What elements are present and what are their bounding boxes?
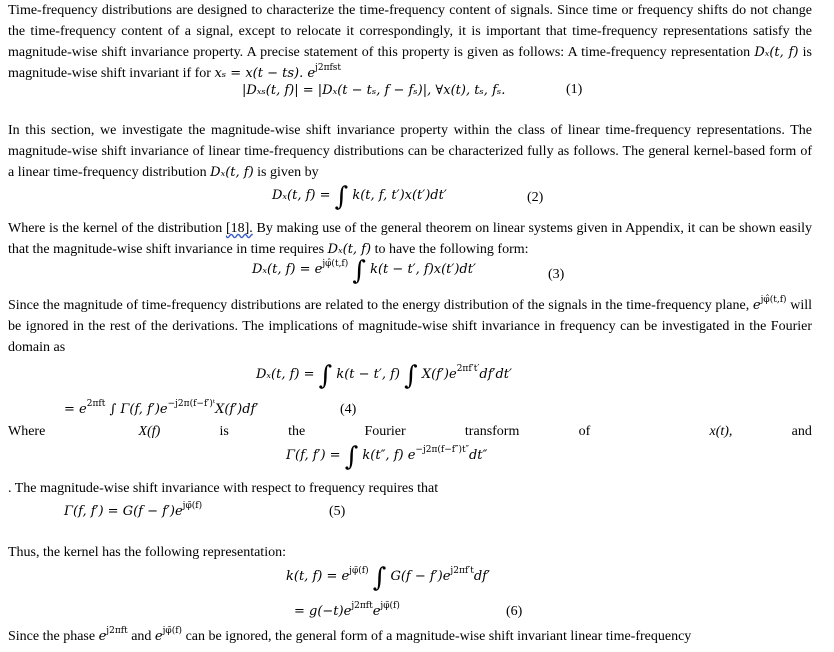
word: Fourier bbox=[364, 424, 406, 439]
paragraph-frequency-requirement: . The magnitude-wise shift invariance with respect to frequency requires that bbox=[8, 481, 439, 496]
equation-3: Dₓ(t, $f) = e^{j\varphî(t,f)}$ ∫ k(t − t′, f)x(t′)dt′ bbox=[252, 256, 476, 286]
word: the bbox=[288, 424, 306, 439]
paragraph-kernel-theorem bbox=[8, 218, 812, 260]
paragraph-text: can be ignored, the general form of a magnitude-wise shift invariant linear time-frequency bbox=[185, 629, 692, 644]
inline-math-distribution: Dₓ(t, f) bbox=[327, 242, 372, 257]
word: x(t), bbox=[709, 424, 733, 439]
citation-link[interactable]: [18]. bbox=[225, 221, 253, 236]
inline-math-distribution: Dₓ(t, f) bbox=[210, 165, 254, 180]
inline-math-condition: xₛ = x(t − ts). $e^{j2\pi fst}$ bbox=[214, 63, 342, 81]
paragraph-text: Where is the kernel of the distribution bbox=[8, 221, 223, 236]
paragraph-shift-invariance-intro bbox=[8, 0, 812, 84]
paragraph-general-form bbox=[8, 626, 812, 647]
inline-math-representation: Dₓ(t, f) bbox=[754, 45, 799, 60]
word: transform bbox=[464, 424, 520, 439]
paragraph-kernel-representation: Thus, the kernel has the following representation: bbox=[8, 545, 286, 560]
equation-number-4: (4) bbox=[340, 402, 357, 417]
word: is bbox=[219, 424, 229, 439]
paragraph-linear-tfr bbox=[8, 120, 812, 183]
paragraph-phase-ignore bbox=[8, 295, 812, 358]
equation-number-2: (2) bbox=[527, 190, 544, 205]
paragraph-text: is magnitude-wise shift invariant if for bbox=[8, 45, 813, 81]
paragraph-text: will be ignored in the rest of the derivations. The implications of magnitude-wise shift invariance in frequency can be investigated in the Fourier domain as bbox=[8, 298, 813, 355]
equation-fourier-kernel: Γ(f, f′) = ∫ k(t″, f) $e^{-j2\pi(f-f'')t''}dt''$ bbox=[286, 442, 488, 472]
paragraph-text: and bbox=[131, 629, 152, 644]
word: of bbox=[578, 424, 591, 439]
paragraph-text: In this section, we investigate the magnitude-wise shift invariance property within the class of linear time-frequency representations. The magnitude-wise shift invariance of linear time-frequency distributions can be characterized fully as follows. The general kernel-based form of a linear time-frequency distribution bbox=[8, 123, 812, 180]
equation-4-line-2: = $e^{2\pi ft}$ ∫ Γ(f, $f')e^{-j2\pi(f-f')ᵗ}X(f')df'$ bbox=[64, 399, 259, 417]
paragraph-text: to have the following form: bbox=[374, 242, 529, 257]
paragraph-text: Since the magnitude of time-frequency distributions are related to the energy distribution of the signals in the time-frequency plane, bbox=[8, 298, 750, 313]
paragraph-text: Time-frequency distributions are designed to characterize the time-frequency content of signals. Since time or frequency shifts do not change the time-frequency content of a signal, except to relocate it correspondingly, it is important that time-frequency representations satisfy the magnitude-wise shift invariance property. A precise statement of this property is given as follows: A time-frequency representation bbox=[8, 3, 812, 60]
equation-2: Dₓ(t, f) = ∫ k(t, f, t′)x(t′)dt′ bbox=[272, 182, 447, 212]
word: and bbox=[791, 424, 812, 439]
equation-number-3: (3) bbox=[548, 267, 565, 282]
paragraph-text: Since the phase bbox=[8, 629, 96, 644]
equation-number-5: (5) bbox=[329, 504, 346, 519]
where-line bbox=[8, 423, 812, 441]
word: X(f) bbox=[138, 424, 161, 439]
equation-number-6: (6) bbox=[506, 604, 523, 619]
inline-math-phase: $e^{j\varphî(t,f)}$ bbox=[752, 295, 787, 313]
equation-5: Γ(f, $f') = G(f - f')e^{j\varphĩ(f)}$ bbox=[64, 501, 203, 519]
paragraph-text: is given by bbox=[257, 165, 319, 180]
equation-4-line-1: Dₓ(t, f) = ∫ k(t − t′, f) ∫ $X(f')e^{2\pi f't'}df'dt'$ bbox=[256, 361, 512, 391]
inline-math-phase-2: $e^{j\varphĩ(f)}$ bbox=[154, 626, 183, 644]
equation-6-line-2: = $g(-t)e^{j2\pi ft}e^{j\varphĩ(f)}$ bbox=[294, 601, 400, 619]
equation-6-line-1: k(t, $f) = e^{j\varphĩ(f)}$ ∫ $G(f - f')e^{j2\pi f't}df'$ bbox=[286, 563, 490, 593]
equation-number-1: (1) bbox=[566, 82, 583, 97]
word: Where bbox=[8, 424, 46, 439]
inline-math-phase-1: $e^{j2\pi ft}$ bbox=[98, 626, 128, 644]
paragraph-text: By making use of the general theorem on linear systems given in Appendix, it can be shown easily that the magnitude-wise shift invariance in time requires bbox=[8, 221, 812, 257]
equation-1: |Dₓₛ(t, f)| = |Dₓ(t − tₛ, f − fₛ)|, ∀x(t), tₛ, fₛ. bbox=[242, 83, 506, 98]
